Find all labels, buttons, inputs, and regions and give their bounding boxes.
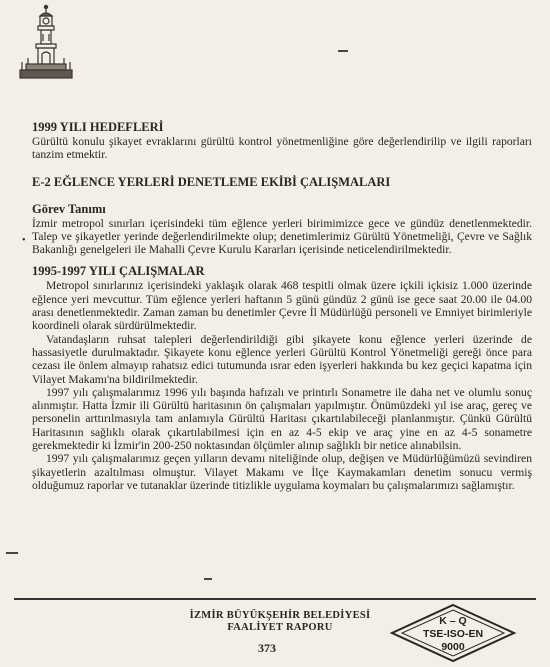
page-number: 373 xyxy=(258,641,276,655)
section-title-e2: E-2 EĞLENCE YERLERİ DENETLEME EKİBİ ÇALIŞMALARI xyxy=(32,174,391,189)
calismalar-paragraph: 1997 yılı çalışmalarımız geçen yılların devamı niteliğinde olup, değişen ve Müdürlüğümüzü sevindiren şikayetlerin azaltılması olmuştur. Vilayet Makamı ve İlçe Kaymakamları denetim sonucu vermiş olduğumuz raporlar ve tutanaklar üzerinde titizlikle uygulama koymaları bu çalışmalarımızı sağlamıştır. xyxy=(32,452,532,492)
gorev-text: İzmir metropol sınırları içerisindeki tüm eğlence yerleri birimimizce gece ve gündüz denetlenmektedir. Talep ve şikayetler yerinde değerlendirilmekte olup; denetimlerimiz Gürültü Yönetmeliği, Çevre ve Sağlık Bakanlığı genelgeleri ile Mahalli Çevre Kurulu Kararları içerisinde neticelendirilmektedir. xyxy=(32,216,532,257)
scan-dot: • xyxy=(22,235,26,246)
section-title-calismalar: 1995-1997 YILI ÇALIŞMALAR xyxy=(32,264,205,279)
footer-divider xyxy=(14,598,536,600)
section-title-hedefler: 1999 YILI HEDEFLERİ xyxy=(32,120,164,134)
calismalar-paragraph: 1997 yılı çalışmalarımız 1996 yılı başında hafızalı ve printırlı Sonametre ile daha net ve olumlu sonuç alınmıştır. Hatta İzmir ili Gürültü haritasının ön çalışmaları yapılmıştır. Önümüzdeki yıl ise araç, gereç ve personelin arttırılmasıyla tam anlamıyla Gürültü Haritası çıkartılabileceği planlanmıştır. Çünkü Gürültü Haritasının sağlıklı olarak çıkartılabilmesi için en az 4-5 ekip ve araç yine en az 4-5 sonametre gerekmektedir ki İzmir'in 200-250 noktasından ölçümler alınıp sağlıklı bir netice alınabilsin. xyxy=(32,385,532,453)
seal-line-1: K – Q xyxy=(439,615,467,627)
tse-iso-seal xyxy=(388,602,518,664)
footer-line-2: FAALİYET RAPORU xyxy=(227,622,333,633)
clock-tower-logo xyxy=(14,4,78,82)
calismalar-paragraph: Vatandaşların ruhsat talepleri değerlendirildiği gibi şikayete konu eğlence yerleri üzerinde de hassasiyetle durulmaktadır. Şikayete konu eğlence yerleri Gürültü Kontrol Yönetmeliği gereği önce para cezası ile önlem almayıp rahatsız edici tutumunda ısrar eden işyerleri hakkında bu kez geçici kapatma için Vilayet Makamı'na bildirilmektedir. xyxy=(32,332,532,386)
footer-publisher xyxy=(150,610,410,634)
document-body xyxy=(32,120,532,492)
scan-mark xyxy=(338,50,348,52)
hedefler-text: Gürültü konulu şikayet evraklarını gürültü kontrol yönetmenliğine göre değerlendirilip ve ilgili raporları tanzim etmektir. xyxy=(32,135,532,162)
scan-mark xyxy=(6,552,18,554)
seal-line-3: 9000 xyxy=(441,641,465,653)
seal-line-2: TSE-ISO-EN xyxy=(422,628,484,640)
scan-mark xyxy=(204,578,212,580)
section-title-gorev: Görev Tanımı xyxy=(32,201,106,216)
calismalar-paragraph: Metropol sınırlarınız içerisindeki yaklaşık olarak 468 tespitli olmak üzere içkili içkisiz 1.000 üzerinde eğlence yeri mevcuttur. Tüm eğlence yerleri haftanın 5 günü gündüz 2 günü ise gece saat 20.00 ile 04.00 arası denetlenmektedir. Zaman zaman bu denetimler Çevre İl Müdürlüğü personeli ve Emniyet birimleriyle koordineli olarak sürdürülmektedir. xyxy=(32,279,532,333)
footer-line-1: İZMİR BÜYÜKŞEHİR BELEDİYESİ xyxy=(189,610,371,621)
